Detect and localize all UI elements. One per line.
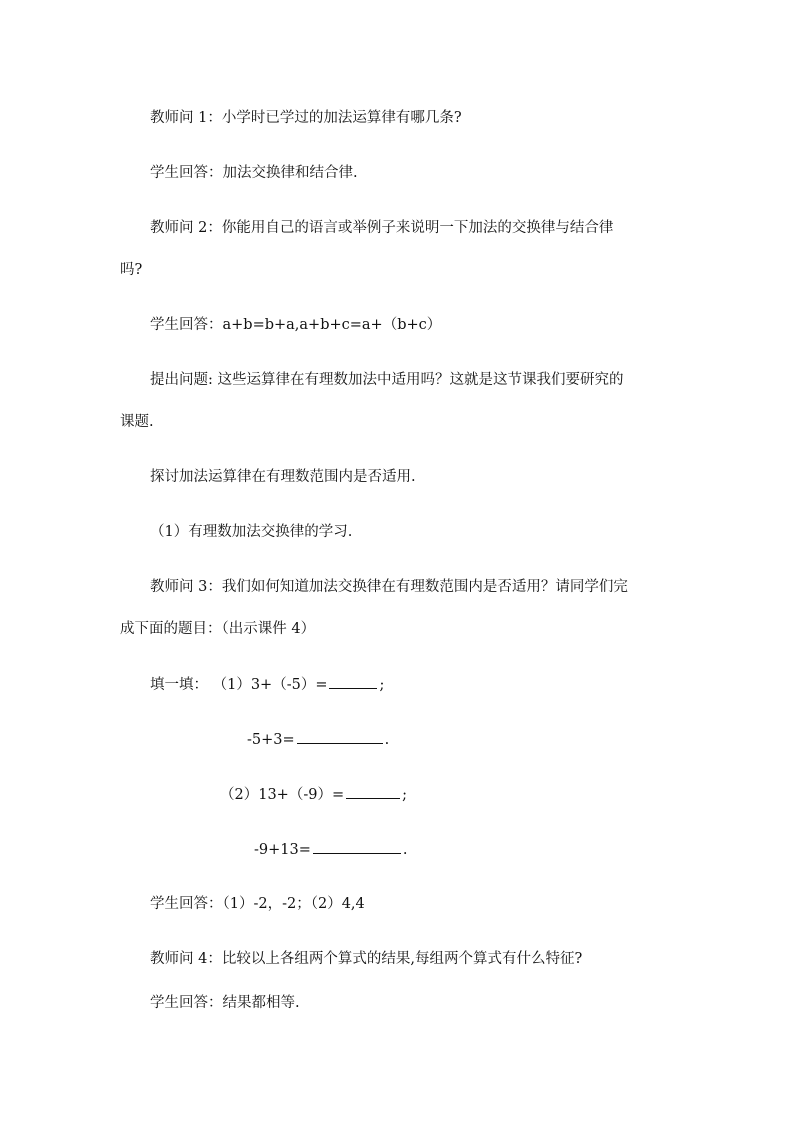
exercise-3-expression: （2）13+（-9）= bbox=[220, 787, 345, 803]
section-commutative-law: （1）有理数加法交换律的学习. bbox=[150, 524, 353, 540]
teacher-question-1: 教师问 1：小学时已学过的加法运算律有哪几条? bbox=[150, 110, 462, 126]
student-answer-1: 学生回答：加法交换律和结合律. bbox=[150, 165, 358, 181]
exercise-2-expression: -5+3= bbox=[247, 732, 295, 748]
exercise-4-end: . bbox=[402, 842, 408, 858]
exercise-1-end: ; bbox=[379, 677, 385, 693]
teacher-question-3-continued: 成下面的题目：（出示课件 4） bbox=[120, 621, 316, 637]
problem-statement-continued: 课题. bbox=[120, 414, 154, 430]
answer-blank-2[interactable] bbox=[297, 729, 383, 744]
fill-in-label: 填一填： bbox=[150, 677, 208, 693]
answer-blank-1[interactable] bbox=[329, 674, 377, 689]
teacher-question-2: 教师问 2：你能用自己的语言或举例子来说明一下加法的交换律与结合律 bbox=[150, 220, 614, 236]
teacher-question-2-continued: 吗? bbox=[120, 262, 143, 278]
teacher-question-3: 教师问 3：我们如何知道加法交换律在有理数范围内是否适用？请同学们完 bbox=[150, 579, 628, 595]
answer-blank-3[interactable] bbox=[346, 784, 400, 799]
exercise-1-expression: （1）3+（-5）= bbox=[212, 677, 328, 693]
exercise-4-expression: -9+13= bbox=[254, 842, 311, 858]
student-answer-4: 学生回答：结果都相等. bbox=[150, 995, 300, 1011]
exploration-heading: 探讨加法运算律在有理数范围内是否适用. bbox=[150, 469, 416, 485]
student-answer-3: 学生回答：（1）-2，-2；（2）4,4 bbox=[150, 896, 365, 912]
problem-statement: 提出问题: 这些运算律在有理数加法中适用吗？这就是这节课我们要研究的 bbox=[150, 372, 624, 388]
fill-in-exercise-1 bbox=[150, 674, 384, 695]
fill-in-exercise-4 bbox=[254, 839, 407, 860]
exercise-3-end: ; bbox=[402, 787, 407, 803]
answer-blank-4[interactable] bbox=[313, 839, 401, 854]
fill-in-exercise-3 bbox=[220, 784, 407, 805]
teacher-question-4: 教师问 4：比较以上各组两个算式的结果,每组两个算式有什么特征? bbox=[150, 951, 583, 967]
student-answer-2: 学生回答：a+b=b+a,a+b+c=a+（b+c） bbox=[150, 317, 442, 333]
exercise-2-end: . bbox=[384, 732, 390, 748]
fill-in-exercise-2 bbox=[247, 729, 389, 750]
